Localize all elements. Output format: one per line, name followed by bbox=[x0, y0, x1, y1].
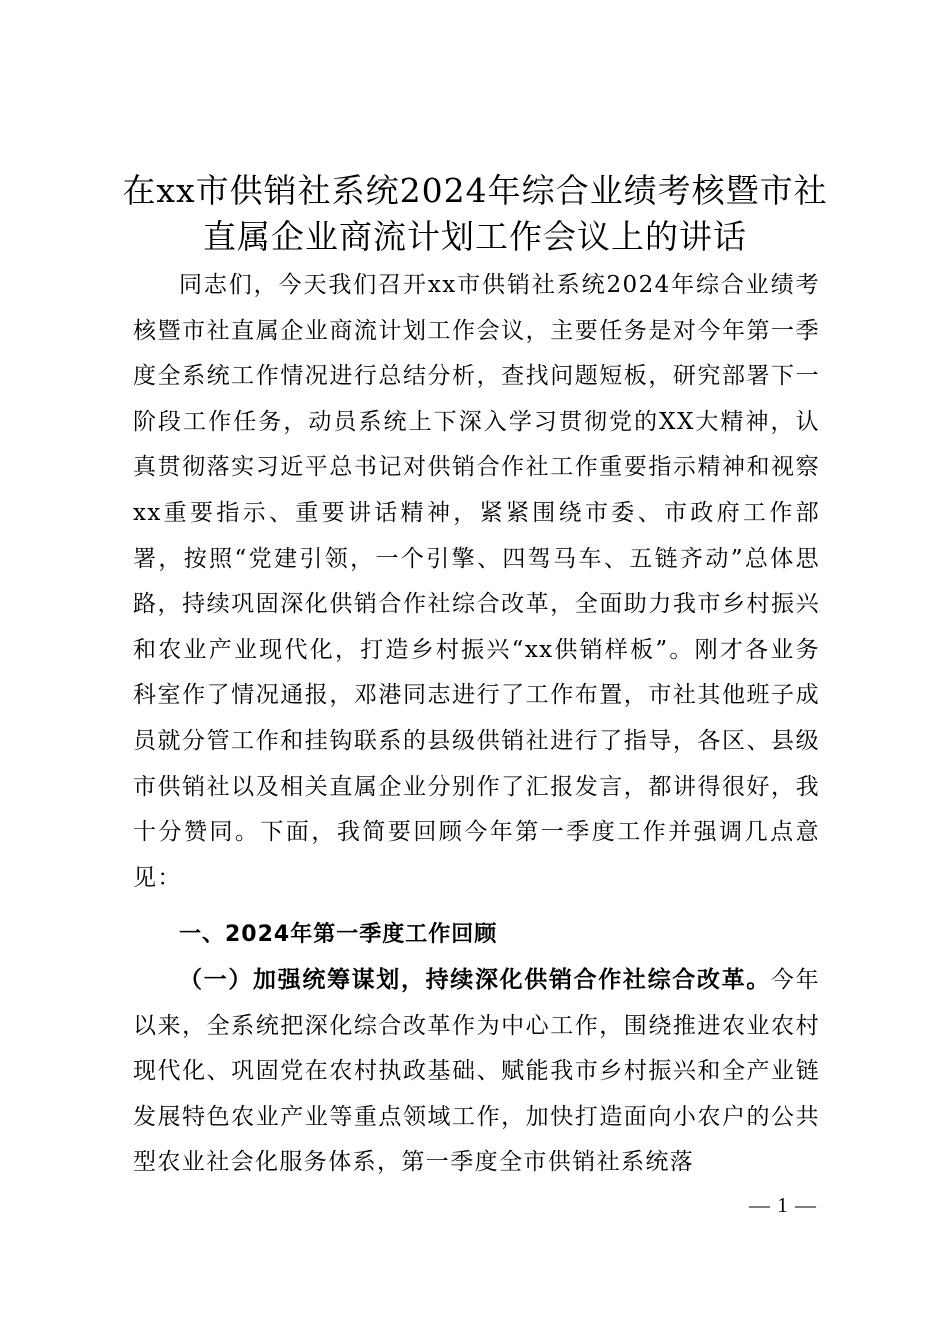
page-number: — 1 — bbox=[749, 1193, 817, 1217]
subsection-paragraph bbox=[133, 957, 820, 1186]
opening-paragraph: 同志们，今天我们召开xx市供销社系统2024年综合业绩考核暨市社直属企业商流计划工作会议，主要任务是对今年第一季度全系统工作情况进行总结分析，查找问题短板，研究部署下一阶段工作任务，动员系统上下深入学习贯彻党的XX大精神，认真贯彻落实习近平总书记对供销合作社工作重要指示精神和视察xx重要指示、重要讲话精神，紧紧围绕市委、市政府工作部署，按照“党建引领，一个引擎、四驾马车、五链齐动”总体思路，持续巩固深化供销合作社综合改革，全面助力我市乡村振兴和农业产业现代化，打造乡村振兴“xx供销样板”。刚才各业务科室作了情况通报，邓港同志进行了工作布置，市社其他班子成员就分管工作和挂钩联系的县级供销社进行了指导，各区、县级市供销社以及相关直属企业分别作了汇报发言，都讲得很好，我十分赞同。下面，我简要回顾今年第一季度工作并强调几点意见： bbox=[133, 272, 820, 891]
subsection-heading: （一）加强统筹谋划，持续深化供销合作社综合改革。 bbox=[179, 966, 771, 993]
subsection-text: 今年以来，全系统把深化综合改革作为中心工作，围绕推进农业农村现代化、巩固党在农村执政基础、赋能我市乡村振兴和全产业链发展特色农业产业等重点领域工作，加快打造面向小农户的公共型农业社会化服务体系，第一季度全市供销社系统落 bbox=[133, 967, 820, 1176]
document-title: 在xx市供销社系统2024年综合业绩考核暨市社直属企业商流计划工作会议上的讲话 bbox=[122, 171, 828, 256]
section-heading: 一、2024年第一季度工作回顾 bbox=[179, 922, 498, 947]
